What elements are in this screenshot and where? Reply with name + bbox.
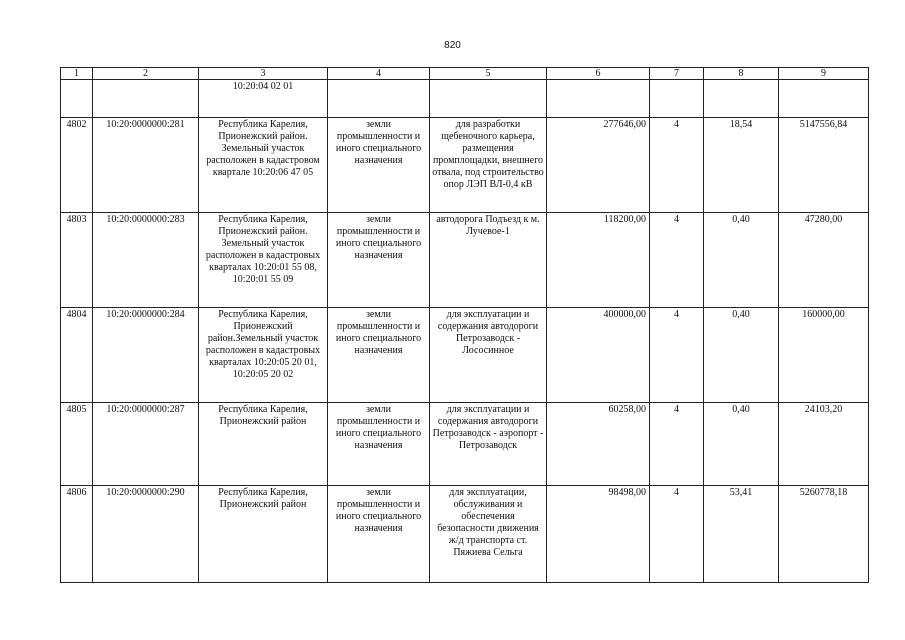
column-7-cell: 4 (650, 118, 704, 213)
rate-cell: 0,40 (704, 403, 779, 486)
permitted-use-cell: для разработки щебеночного карьера, размещения промплощадки, внешнего отвала, под строительство опор ЛЭП ВЛ-0,4 кВ (430, 118, 547, 213)
column-header: 2 (93, 68, 199, 80)
table-row (61, 486, 869, 583)
area-cell: 60258,00 (547, 403, 650, 486)
row-number: 4806 (61, 486, 93, 583)
area-cell: 400000,00 (547, 308, 650, 403)
column-header: 8 (704, 68, 779, 80)
column-7-cell: 4 (650, 213, 704, 308)
rate-cell: 0,40 (704, 213, 779, 308)
rate-cell: 18,54 (704, 118, 779, 213)
cadastral-number: 10:20:0000000:284 (93, 308, 199, 403)
table-row (61, 213, 869, 308)
location-cell: Республика Карелия, Прионежский район. Земельный участок расположен в кадастровых кварталах 10:20:01 55 08, 10:20:01 55 09 (199, 213, 328, 308)
row-number: 4804 (61, 308, 93, 403)
column-7-cell: 4 (650, 486, 704, 583)
rate-cell: 53,41 (704, 486, 779, 583)
table-row (61, 308, 869, 403)
table-row (61, 118, 869, 213)
continuation-text: 10:20:04 02 01 (199, 80, 328, 118)
column-header: 7 (650, 68, 704, 80)
column-header: 4 (328, 68, 430, 80)
value-cell: 160000,00 (779, 308, 869, 403)
location-cell: Республика Карелия, Прионежский район. Земельный участок расположен в кадастровом квартале 10:20:06 47 05 (199, 118, 328, 213)
permitted-use-cell: автодорога Подъезд к м. Лучевое-1 (430, 213, 547, 308)
rate-cell: 0,40 (704, 308, 779, 403)
column-7-cell: 4 (650, 308, 704, 403)
row-number: 4802 (61, 118, 93, 213)
land-category-cell: земли промышленности и иного специального назначения (328, 486, 430, 583)
cadastral-number: 10:20:0000000:281 (93, 118, 199, 213)
page-number: 820 (444, 40, 461, 51)
column-7-cell: 4 (650, 403, 704, 486)
column-header: 3 (199, 68, 328, 80)
table-row (61, 403, 869, 486)
value-cell: 24103,20 (779, 403, 869, 486)
value-cell: 5147556,84 (779, 118, 869, 213)
cadastral-number: 10:20:0000000:287 (93, 403, 199, 486)
area-cell: 118200,00 (547, 213, 650, 308)
column-header: 5 (430, 68, 547, 80)
permitted-use-cell: для эксплуатации и содержания автодороги Петрозаводск - аэропорт - Петрозаводск (430, 403, 547, 486)
row-number: 4803 (61, 213, 93, 308)
continuation-row (61, 80, 869, 118)
land-category-cell: земли промышленности и иного специального назначения (328, 118, 430, 213)
land-category-cell: земли промышленности и иного специального назначения (328, 213, 430, 308)
cadastral-number: 10:20:0000000:283 (93, 213, 199, 308)
area-cell: 98498,00 (547, 486, 650, 583)
row-number: 4805 (61, 403, 93, 486)
column-number-header-row (61, 68, 869, 80)
value-cell: 5260778,18 (779, 486, 869, 583)
land-category-cell: земли промышленности и иного специального назначения (328, 403, 430, 486)
area-cell: 277646,00 (547, 118, 650, 213)
column-header: 1 (61, 68, 93, 80)
land-category-cell: земли промышленности и иного специального назначения (328, 308, 430, 403)
location-cell: Республика Карелия, Прионежский район (199, 403, 328, 486)
land-register-table (60, 67, 869, 583)
column-header: 9 (779, 68, 869, 80)
column-header: 6 (547, 68, 650, 80)
cadastral-number: 10:20:0000000:290 (93, 486, 199, 583)
permitted-use-cell: для эксплуатации и содержания автодороги Петрозаводск - Лососинное (430, 308, 547, 403)
location-cell: Республика Карелия, Прионежский район (199, 486, 328, 583)
value-cell: 47280,00 (779, 213, 869, 308)
location-cell: Республика Карелия, Прионежский район.Земельный участок расположен в кадастровых кварталах 10:20:05 20 01, 10:20:05 20 02 (199, 308, 328, 403)
permitted-use-cell: для эксплуатации, обслуживания и обеспечения безопасности движения ж/д транспорта ст. Пяжиева Сельга (430, 486, 547, 583)
